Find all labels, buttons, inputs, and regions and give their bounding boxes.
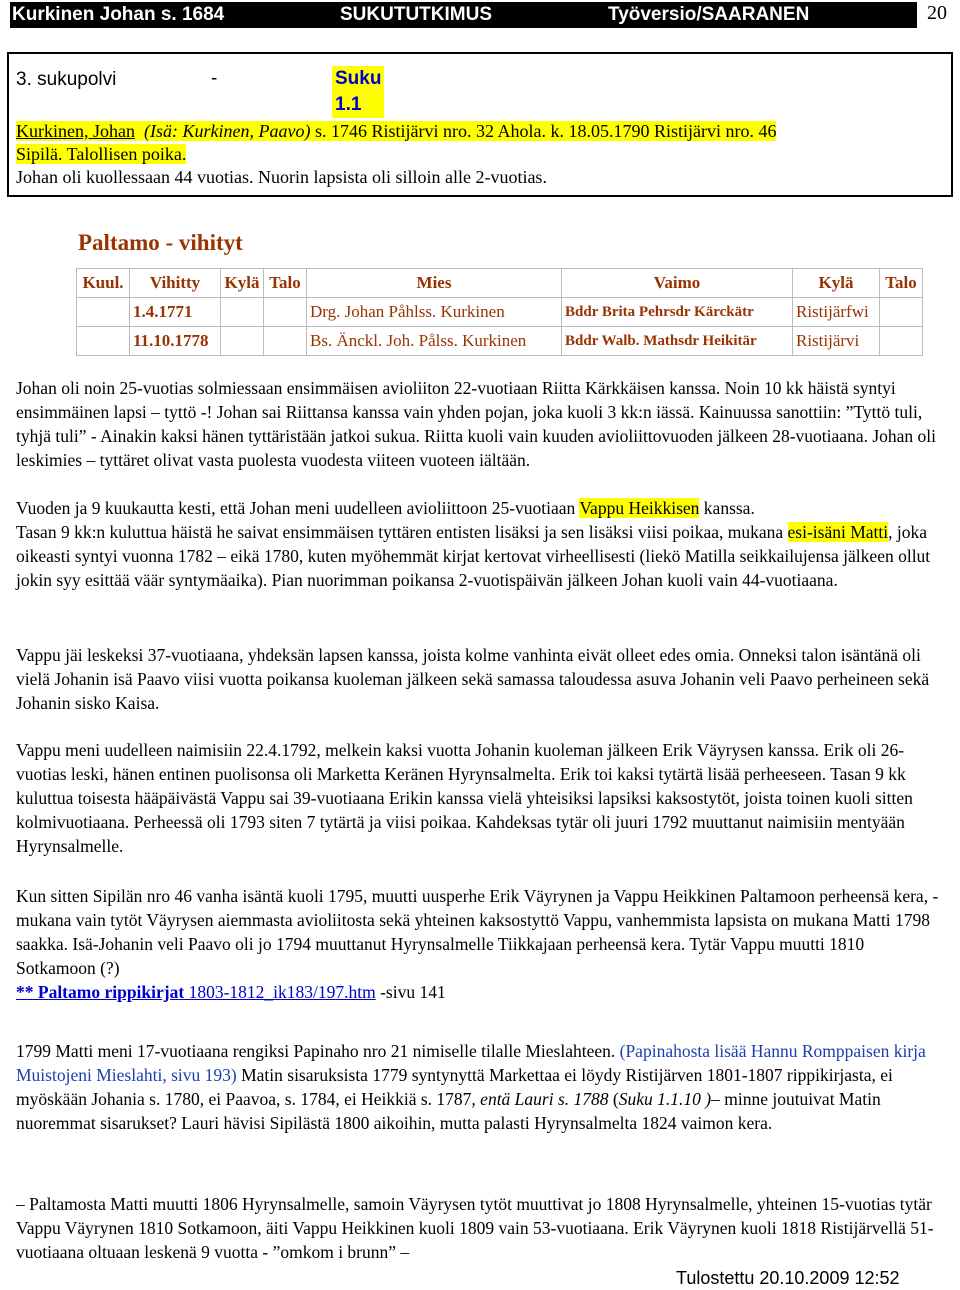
table-cell — [77, 298, 130, 327]
person-details-3: Johan oli kuollessaan 44 vuotias. Nuorin lapsista oli silloin alle 2-vuotias. — [16, 167, 547, 187]
table-cell — [264, 327, 307, 356]
col-kuul: Kuul. — [77, 269, 130, 298]
col-talo: Talo — [264, 269, 307, 298]
col-mies: Mies — [307, 269, 562, 298]
person-details-2: Sipilä. Talollisen poika. — [16, 144, 187, 164]
header-right: Työversio/SAARANEN — [608, 4, 810, 25]
paragraph-7-mid: Matin sisaruksista 1779 syntynyttä Markettaa ei löydy Ristijärven 1801-1807 rippikirjasta, ei myöskään Johania s. 1780, ei Paavoa, s. 1784, ei Heikkiä s. 1787 — [16, 1065, 893, 1109]
marriages-table — [76, 268, 923, 356]
paragraph-7-italic-2: Suku 1.1.10 ) — [618, 1089, 712, 1109]
table-row — [77, 298, 923, 327]
table-cell: Ristijärfwi — [793, 298, 880, 327]
table-cell — [77, 327, 130, 356]
paragraph-2-end: kanssa. — [699, 498, 755, 518]
generation-line — [16, 68, 382, 115]
page-number: 20 — [927, 2, 947, 24]
person-details-1: s. 1746 Ristijärvi nro. 32 Ahola. k. 18.05.1790 Ristijärvi nro. 46 — [314, 121, 777, 141]
paragraph-6 — [16, 884, 941, 1004]
table-cell: Drg. Johan Påhlss. Kurkinen — [307, 298, 562, 327]
col-vaimo: Vaimo — [562, 269, 793, 298]
table-cell: 1.4.1771 — [130, 298, 221, 327]
table-cell: Bddr Walb. Mathsdr Heikitär — [562, 327, 793, 356]
table-cell — [221, 298, 264, 327]
col-vihitty: Vihitty — [130, 269, 221, 298]
header-center: SUKUTUTKIMUS — [340, 4, 492, 25]
table-cell — [880, 298, 923, 327]
table-cell — [880, 327, 923, 356]
rippikirja-link[interactable]: 1803-1812_ik183/197.htm — [188, 982, 376, 1002]
col-talo-2: Talo — [880, 269, 923, 298]
highlight-vappu: Vappu Heikkisen — [579, 498, 700, 518]
paragraph-7-end: – minne joutuivat Matin nuoremmat sisarukset? Lauri hävisi Sipilästä 1800 aikoihin, mutta palasti Hyrynsalmelta 1824 vaimon kera. — [16, 1089, 881, 1133]
header-left: Kurkinen Johan s. 1684 — [12, 4, 225, 25]
generation-dash: - — [211, 68, 218, 89]
person-entry — [16, 120, 936, 189]
generation-label: 3. sukupolvi — [16, 69, 117, 90]
table-cell — [264, 298, 307, 327]
suku-badge: Suku 1.1 — [332, 66, 384, 118]
print-timestamp: Tulostettu 20.10.2009 12:52 — [676, 1268, 900, 1288]
paragraph-5: Vappu meni uudelleen naimisiin 22.4.1792, melkein kaksi vuotta Johanin kuoleman jälkeen Erik Väyrysen kanssa. Erik oli 26-vuotias leski, hänen entinen puolisonsa oli Marketta Keränen Hyrynsalmelta. Erik toi kaksi tytärtä lisää perheeseen. Tasan 9 kk kuluttua toisesta hääpäivästä Vappu sai 39-vuotiaana Erikin kanssa vielä yhteisiksi lapsiksi kaksostytöt, joista toinen kuoli sitten kolmivuotiaana. Perheessä oli 1793 siten 7 tytärtä ja viisi poikaa. Kahdeksas tytär oli juuri 1792 muuttanut naimisiin mentyään Hyrynsalmelle. — [16, 740, 913, 856]
person-name[interactable]: Kurkinen, Johan — [16, 121, 135, 141]
header-title-bar — [10, 2, 917, 28]
table-cell: Bs. Änckl. Joh. Pålss. Kurkinen — [307, 327, 562, 356]
paragraph-7 — [16, 1039, 941, 1135]
paragraph-4: Vappu jäi leskeksi 37-vuotiaana, yhdeksän lapsen kanssa, joista kolme vanhinta eivät olleet edes omia. Onneksi talon isäntänä oli vielä Johanin isä Paavo viisi vuotta poikansa kuoleman jälkeen sekä samassa taloudessa asuva Johanin veli Paavo perheineen sekä Johanin sisko Kaisa. — [16, 645, 930, 713]
table-cell: Bddr Brita Pehrsdr Kärckätr — [562, 298, 793, 327]
table-cell: Ristijärvi — [793, 327, 880, 356]
col-kyla-2: Kylä — [793, 269, 880, 298]
table-cell: 11.10.1778 — [130, 327, 221, 356]
person-father: (Isä: Kurkinen, Paavo) — [143, 121, 311, 141]
paragraph-7-paren: ( — [608, 1089, 619, 1109]
table-header-row — [77, 269, 923, 298]
page-header — [0, 0, 960, 30]
paragraph-2-text: Vuoden ja 9 kuukautta kesti, että Johan meni uudelleen avioliittoon 25-vuotiaan — [16, 498, 580, 518]
rippikirja-page: -sivu 141 — [375, 982, 446, 1002]
col-kyla: Kylä — [221, 269, 264, 298]
paragraph-7-italic-1: , entä Lauri s. 1788 — [471, 1089, 609, 1109]
table-row — [77, 327, 923, 356]
highlight-matti: esi-isäni Matti — [787, 522, 889, 542]
paragraph-7-text: 1799 Matti meni 17-vuotiaana rengiksi Papinaho nro 21 nimiselle tilalle Mieslahteen. — [16, 1041, 620, 1061]
rippikirja-link-bold[interactable]: ** Paltamo rippikirjat — [16, 982, 189, 1002]
paragraph-2 — [16, 496, 941, 592]
paragraph-3-end: , joka oikeasti syntyi vuonna 1782 – eikä 1780, kuten myöhemmät kirjat kertovat virheellisesti (liekö Matilla seikkailujensa jälkeen ollut jokin syy esittää väär syntymäaika). Pian nuorimman poikansa 2-vuotispäivän jälkeen Johan kuoli vain 44-vuotiaana. — [16, 522, 931, 590]
paragraph-8: – Paltamosta Matti muutti 1806 Hyrynsalmelle, samoin Väyrysen tytöt muuttivat jo 1808 Hyrynsalmelle, yhteinen 15-vuotias tytär Vappu Väyrynen 1810 Sotkamoon, äiti Vappu Heikkinen kuoli 1809 vain 53-vuotiaana. Erik Väyrynen kuoli 1818 Ristijärvellä 51-vuotiaana oltuaan leskenä 9 vuotta - ”omkom i brunn” – — [16, 1194, 934, 1262]
paragraph-6-text: Kun sitten Sipilän nro 46 vanha isäntä kuoli 1795, muutti uusperhe Erik Väyrynen ja Vappu Heikkinen Paltamoon perheensä kera, - mukana vain tytöt Väyrysen aiemmasta avioliitosta sekä yhteinen kaksostyttö Vappu, vanhemmista lapsista on mukana Matti 1798 saakka. Isä-Johanin veli Paavo oli jo 1794 muuttanut Hyrynsalmelle Tiikkajaan perheensä kera. Tytär Vappu muutti 1810 Sotkamoon (?) — [16, 886, 939, 978]
paragraph-1: Johan oli noin 25-vuotias solmiessaan ensimmäisen avioliiton 22-vuotiaan Riitta Kärkkäisen kanssa. Noin 10 kk häistä syntyi ensimmäinen lapsi – tyttö -! Johan sai Riittansa kanssa vain yhden pojan, joka kuoli 3 kk:n iässä. Kainuussa sanottiin: ”Tyttö tuli, tyhjä tuli” - Ainakin kaksi hänen tyttäristään jatkoi sukua. Riitta kuoli vain kuuden avioliittovuoden jälkeen 28-vuotiaana. Johan oli leskimies – tyttäret olivat vasta puolesta vuodesta viiteen vuoteen iältään. — [16, 378, 937, 470]
marriages-title: Paltamo - vihityt — [78, 230, 243, 255]
paragraph-3-text: Tasan 9 kk:n kuluttua häistä he saivat ensimmäisen tyttären entisten lisäksi ja sen lisäksi viisi poikaa, mukana — [16, 522, 788, 542]
papinaho-reference: (Papinahosta lisää Hannu Romppaisen kirja Muistojeni Mieslahti, sivu 193) — [16, 1041, 926, 1085]
table-cell — [221, 327, 264, 356]
